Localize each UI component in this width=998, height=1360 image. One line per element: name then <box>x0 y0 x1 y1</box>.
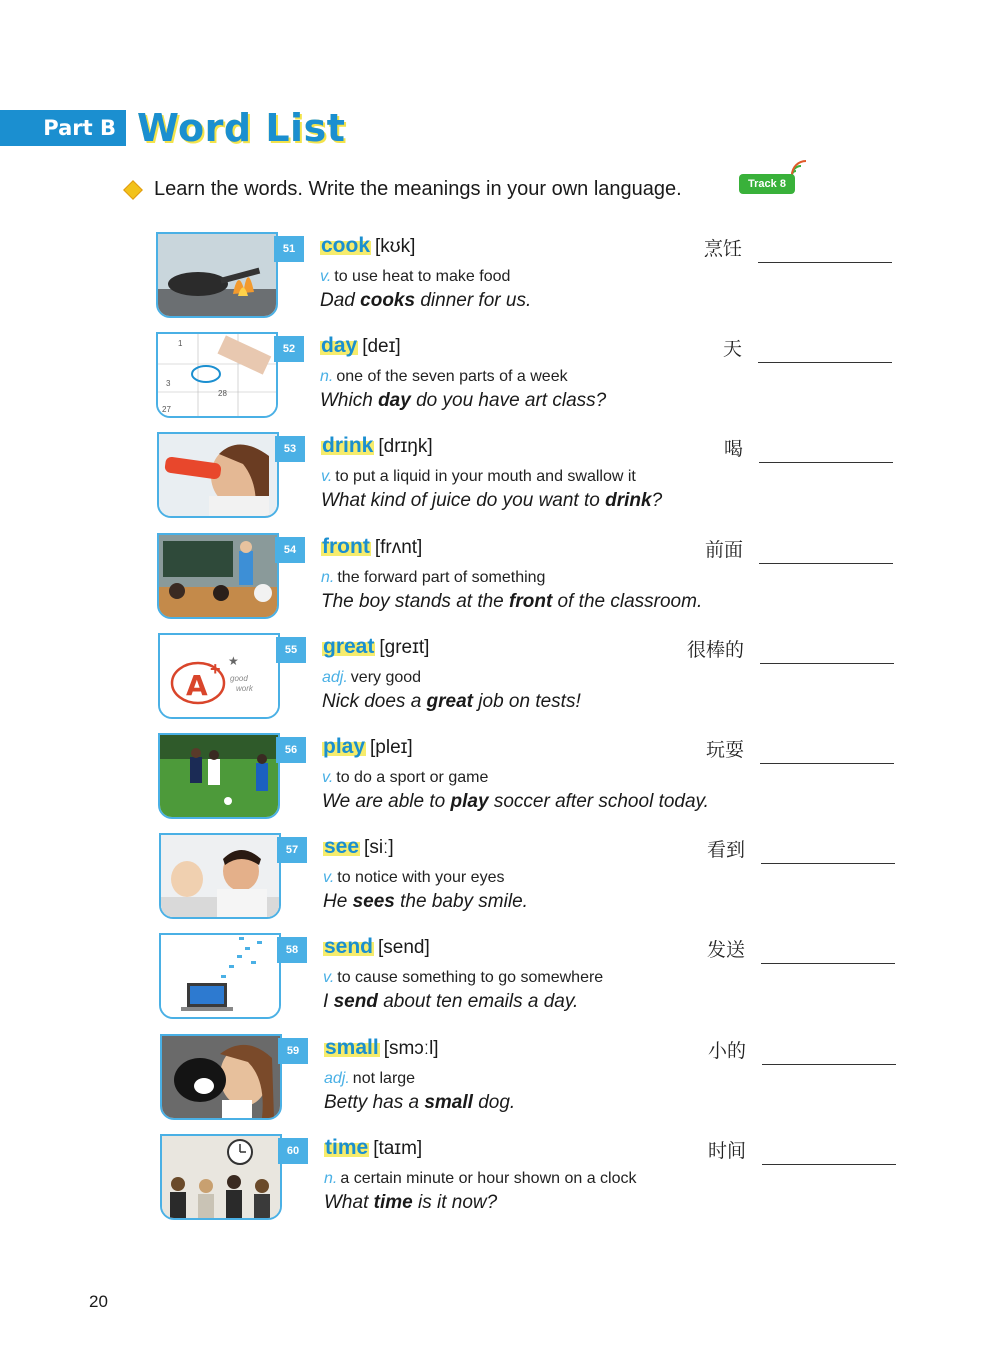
part-of-speech: n. <box>324 1170 338 1187</box>
answer-line[interactable] <box>759 563 893 564</box>
laptop-emails-drawing-icon <box>159 933 281 1019</box>
word-entry <box>0 432 998 528</box>
translation: 喝 <box>723 438 743 460</box>
translation: 小的 <box>707 1040 746 1062</box>
headword-line <box>322 635 429 659</box>
definition-line <box>321 569 545 587</box>
a-plus-grade-drawing-icon <box>158 633 280 719</box>
example-sentence <box>323 891 528 913</box>
example-sentence <box>321 490 662 512</box>
headword: send <box>324 935 374 958</box>
page-title: Word List <box>137 106 346 150</box>
example-keyword: drink <box>605 490 652 511</box>
example-sentence <box>320 290 531 312</box>
example-text: dinner for us. <box>415 290 532 311</box>
page-number: 20 <box>89 1292 108 1311</box>
part-of-speech: v. <box>321 468 333 485</box>
example-sentence <box>323 991 578 1013</box>
headword: great <box>323 635 375 658</box>
answer-line[interactable] <box>759 462 893 463</box>
example-keyword: play <box>450 791 489 812</box>
phonetic: [send] <box>378 937 430 958</box>
translation: 看到 <box>706 839 745 861</box>
example-sentence <box>320 390 606 412</box>
example-text: What <box>324 1192 374 1213</box>
example-text: What kind of juice do you want to <box>321 490 606 511</box>
answer-line[interactable] <box>758 362 892 363</box>
word-entry <box>0 733 998 829</box>
definition-line <box>323 969 603 987</box>
example-text: ? <box>651 490 663 511</box>
part-of-speech: adj. <box>322 669 348 686</box>
answer-line[interactable] <box>762 1064 896 1065</box>
entry-number: 51 <box>274 236 304 262</box>
calendar-photo-icon <box>156 332 278 418</box>
example-text: about ten emails a day. <box>377 991 579 1012</box>
example-sentence <box>324 1192 497 1214</box>
example-text: The boy stands at the <box>321 591 510 612</box>
example-text: Nick does a <box>322 691 427 712</box>
part-of-speech: v. <box>320 268 332 285</box>
definition: not large <box>352 1070 416 1087</box>
example-text: dog. <box>472 1092 516 1113</box>
instruction <box>120 178 682 201</box>
headword: time <box>325 1136 369 1159</box>
headword: drink <box>322 434 374 457</box>
svg-text:27: 27 <box>162 405 171 414</box>
entry-number: 58 <box>277 937 307 963</box>
headword: small <box>325 1036 379 1059</box>
definition: very good <box>350 669 422 686</box>
part-of-speech: v. <box>322 769 334 786</box>
part-of-speech: v. <box>323 969 335 986</box>
woman-drinking-photo-icon <box>157 432 279 518</box>
word-entry <box>0 1134 998 1230</box>
definition-line <box>320 368 568 386</box>
translation: 玩耍 <box>705 739 744 761</box>
entry-number: 54 <box>275 537 305 563</box>
translation: 烹饪 <box>703 238 742 260</box>
headword-line <box>324 1036 439 1060</box>
example-sentence <box>322 791 709 813</box>
definition-line <box>323 869 504 887</box>
phonetic: [taɪm] <box>373 1138 423 1159</box>
answer-line[interactable] <box>758 262 892 263</box>
part-of-speech: n. <box>320 368 334 385</box>
headword-line <box>323 935 430 959</box>
answer-line[interactable] <box>761 963 895 964</box>
headword-line <box>322 735 413 759</box>
example-keyword: small <box>424 1092 473 1113</box>
translation: 很棒的 <box>686 639 744 661</box>
example-text: of the classroom. <box>552 591 703 612</box>
definition-line <box>324 1070 415 1088</box>
example-keyword: send <box>333 991 378 1012</box>
example-keyword: front <box>509 591 553 612</box>
answer-line[interactable] <box>760 663 894 664</box>
translation: 发送 <box>706 939 745 961</box>
definition-line <box>324 1170 637 1188</box>
word-entry <box>0 1034 998 1130</box>
example-keyword: day <box>378 390 411 411</box>
answer-line[interactable] <box>760 763 894 764</box>
example-keyword: sees <box>352 891 395 912</box>
classroom-photo-icon <box>157 533 279 619</box>
man-and-baby-photo-icon <box>159 833 281 919</box>
entry-number: 60 <box>278 1138 308 1164</box>
definition: one of the seven parts of a week <box>336 368 568 385</box>
example-text: do you have art class? <box>410 390 607 411</box>
example-sentence <box>324 1092 515 1114</box>
word-entry <box>0 232 998 328</box>
headword: cook <box>321 234 371 257</box>
example-keyword: time <box>373 1192 413 1213</box>
entry-number: 57 <box>277 837 307 863</box>
example-text: Which <box>320 390 379 411</box>
example-text: We are able to <box>322 791 451 812</box>
diamond-bullet-icon <box>123 180 143 200</box>
svg-text:3: 3 <box>166 379 171 388</box>
example-text: Betty has a <box>324 1092 425 1113</box>
svg-text:1: 1 <box>178 339 183 348</box>
example-keyword: great <box>426 691 474 712</box>
phonetic: [frʌnt] <box>374 537 423 558</box>
definition: to put a liquid in your mouth and swallow it <box>335 468 636 485</box>
example-sentence <box>322 691 581 713</box>
track-badge[interactable]: Track 8 <box>739 174 795 194</box>
svg-text:★: ★ <box>228 654 239 668</box>
headword: day <box>321 334 358 357</box>
headword: play <box>323 735 366 758</box>
definition-line <box>321 468 636 486</box>
headword: see <box>324 835 360 858</box>
example-text: soccer after school today. <box>488 791 709 812</box>
example-text: the baby smile. <box>394 891 528 912</box>
headword-line <box>320 234 415 258</box>
word-entry <box>0 332 998 428</box>
part-label: Part B <box>0 110 126 146</box>
example-text: is it now? <box>412 1192 498 1213</box>
definition: to cause something to go somewhere <box>337 969 604 986</box>
definition: to notice with your eyes <box>337 869 505 886</box>
phonetic: [greɪt] <box>379 637 430 658</box>
example-text: job on tests! <box>473 691 581 712</box>
definition: a certain minute or hour shown on a clock <box>340 1170 637 1187</box>
definition: the forward part of something <box>337 569 546 586</box>
woman-with-dog-photo-icon <box>160 1034 282 1120</box>
definition: to do a sport or game <box>336 769 489 786</box>
word-entry <box>0 533 998 629</box>
definition-line <box>320 268 510 286</box>
word-entry <box>0 833 998 929</box>
svg-text:good: good <box>230 674 248 683</box>
entry-number: 59 <box>278 1038 308 1064</box>
svg-text:A: A <box>186 669 208 702</box>
phonetic: [siː] <box>364 837 394 858</box>
answer-line[interactable] <box>761 863 895 864</box>
entry-number: 53 <box>275 436 305 462</box>
frying-pan-photo-icon <box>156 232 278 318</box>
answer-line[interactable] <box>762 1164 896 1165</box>
headword-line <box>320 334 401 358</box>
phonetic: [kʊk] <box>375 236 416 257</box>
part-of-speech: adj. <box>324 1070 350 1087</box>
svg-text:work: work <box>236 684 253 693</box>
part-of-speech: v. <box>323 869 335 886</box>
word-entry <box>0 633 998 729</box>
definition-line <box>322 769 488 787</box>
svg-text:+: + <box>210 659 221 679</box>
translation: 前面 <box>704 539 743 561</box>
instruction-text: Learn the words. Write the meanings in your own language. <box>154 178 682 200</box>
word-entry <box>0 933 998 1029</box>
phonetic: [pleɪ] <box>370 737 413 758</box>
example-keyword: cooks <box>360 290 416 311</box>
phonetic: [smɔːl] <box>383 1038 439 1059</box>
headword-line <box>324 1136 422 1160</box>
svg-text:28: 28 <box>218 389 227 398</box>
example-text: Dad <box>320 290 361 311</box>
office-clock-photo-icon <box>160 1134 282 1220</box>
translation: 时间 <box>707 1140 746 1162</box>
headword-line <box>321 535 422 559</box>
soccer-photo-icon <box>158 733 280 819</box>
headword-line <box>321 434 433 458</box>
definition-line <box>322 669 421 687</box>
example-text: I <box>323 991 334 1012</box>
phonetic: [drɪŋk] <box>378 436 433 457</box>
example-text: He <box>323 891 353 912</box>
part-of-speech: n. <box>321 569 335 586</box>
phonetic: [deɪ] <box>362 336 401 357</box>
entry-number: 55 <box>276 637 306 663</box>
headword: front <box>322 535 370 558</box>
translation: 天 <box>722 338 742 360</box>
example-sentence <box>321 591 702 613</box>
entry-number: 56 <box>276 737 306 763</box>
headword-line <box>323 835 394 859</box>
definition: to use heat to make food <box>334 268 511 285</box>
entry-number: 52 <box>274 336 304 362</box>
